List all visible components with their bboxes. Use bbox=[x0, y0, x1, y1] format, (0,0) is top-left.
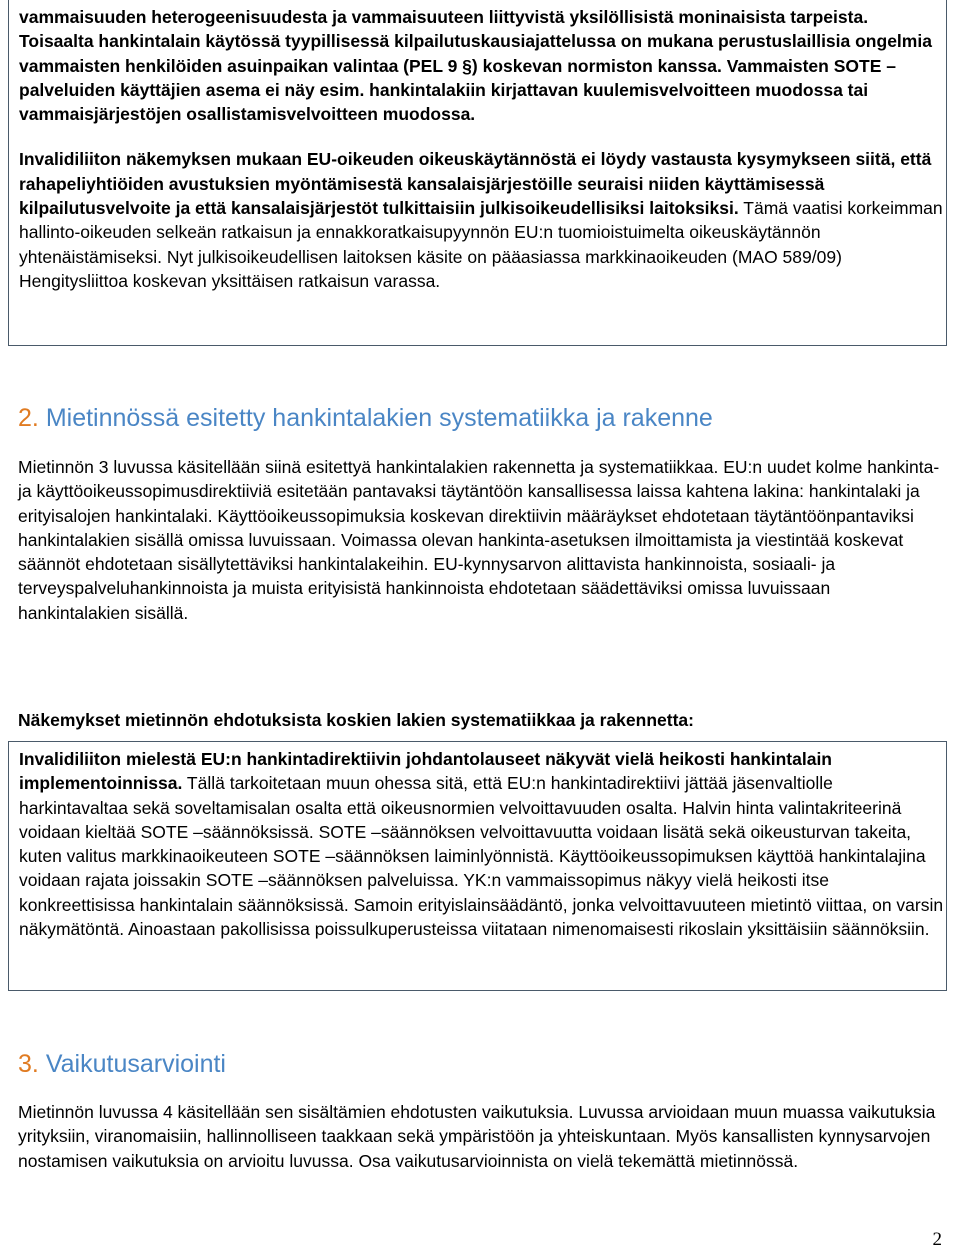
section-3-title: Vaikutusarviointi bbox=[45, 1050, 226, 1078]
page-number: 2 bbox=[932, 1229, 942, 1250]
section-3-body bbox=[18, 1100, 943, 1173]
section-2-number: 2. bbox=[18, 404, 39, 432]
section-3-heading bbox=[18, 1050, 226, 1079]
section-2-body bbox=[18, 455, 943, 625]
comment-box-1 bbox=[8, 0, 947, 346]
section-2-title: Mietinnössä esitetty hankintalakien systematiikka ja rakenne bbox=[45, 404, 713, 432]
views-heading-block bbox=[18, 708, 943, 732]
box2-paragraph bbox=[19, 747, 946, 941]
box2-paragraph-text: Tällä tarkoitetaan muun ohessa sitä, että EU:n hankintadirektiivi jättää jäsenvaltiolle harkintavaltaa sekä soveltamisalan osalta että oikeusnormien velvoittavuuden osalta. Halvin hinta valintakriteerinä voidaan kieltää SOTE –säännöksissä. SOTE –säännöksen velvoittavuutta voidaan lisätä sekä oikeusturvan takeita, kuten valitus markkinaoikeuteen SOTE –säännöksen laiminlyönnistä. Käyttöoikeussopimuksen käyttöä hankintalajina voidaan rajata joissakin SOTE –säännöksen palveluissa. YK:n vammaissopimus näkyy vielä heikosti itse konkreettisissa hankintalain säännöksissä. Samoin erityislainsäädäntö, jonka velvoittavuuteen mietintö viittaa, on varsin näkymätöntä. Ainoastaan pakollisissa poissulkuperusteissa viitataan nimenomaisesti rikoslain yksittäisiin säännöksiin. bbox=[19, 773, 944, 940]
section-3-number: 3. bbox=[18, 1050, 39, 1078]
box1-paragraph-2-bold: Invalidiliiton näkemyksen mukaan EU-oikeuden oikeuskäytännöstä ei löydy vastausta kysymykseen siitä, että rahapeliyhtiöiden avustuksien myöntämisestä kansalaisjärjestöille seuraisi niiden käyttämisessä kilpailutusvelvoite ja että kansalaisjärjestöt tulkittaisiin julkisoikeudellisiksi laitoksiksi. bbox=[19, 149, 932, 219]
section-2-paragraph: Mietinnön 3 luvussa käsitellään siinä esitettyä hankintalakien rakennetta ja systematiikkaa. EU:n uudet kolme hankinta- ja käyttöoikeussopimusdirektiiviä esitetään pantavaksi täytäntöön kansallisessa laissa kahtena lakina: hankintalaki ja erityisalojen hankintalaki. Käyttöoikeussopimuksia koskevan direktiivin määräykset ehdotetaan täytäntöönpantaviksi hankintalakien sisällä omissa luvuissaan. Voimassa olevan hankinta-asetuksen ilmoittamista ja viestintää koskevat säännöt ehdotetaan sisällytettäviksi hankintalakeihin. EU-kynnysarvon alittavista hankinnoista, sosiaali- ja terveyspalveluhankinnoista ja muista erityisistä hankinnoista ehdotetaan säädettäviksi omissa luvuissaan hankintalakien sisällä. bbox=[18, 457, 940, 623]
comment-box-2 bbox=[8, 741, 947, 991]
box1-paragraph-2 bbox=[19, 147, 946, 293]
section-3-paragraph: Mietinnön luvussa 4 käsitellään sen sisältämien ehdotusten vaikutuksia. Luvussa arvioidaan muun muassa vaikutuksia yrityksiin, viranomaisiin, hallinnolliseen taakkaan sekä ympäristöön ja yhteiskuntaan. Myös kansallisten kynnysarvojen nostamisen vaikutuksia on arvioitu luvussa. Osa vaikutusarvioinnista on vielä tekemättä mietinnössä. bbox=[18, 1102, 936, 1171]
box1-paragraph-1: vammaisuuden heterogeenisuudesta ja vammaisuuteen liittyvistä yksilöllisistä moninaisista tarpeista. Toisaalta hankintalain käytössä tyypillisessä kilpailutuskausiajattelussa on mukana perustuslaillisia ongelmia vammaisten henkilöiden asuinpaikan valintaa (PEL 9 §) koskevan normiston kanssa. Vammaisten SOTE –palveluiden käyttäjien asema ei näy esim. hankintalakiin kirjattavan kuulemisvelvoitteen muodossa tai vammaisjärjestöjen osallistamisvelvoitteen muodossa. bbox=[19, 7, 932, 125]
section-2-heading bbox=[18, 404, 713, 433]
box1-paragraph-2-text: Tämä vaatisi korkeimman hallinto-oikeuden selkeän ratkaisun ja ennakkoratkaisupyynnön EU:n tuomioistuimelta oikeuskäytännön yhtenäistämiseksi. Nyt julkisoikeudellisen laitoksen käsite on pääasiassa markkinaoikeuden (MAO 589/09) Hengitysliittoa koskevan yksittäisen ratkaisun varassa. bbox=[19, 198, 943, 291]
box2-paragraph-bold: Invalidiliiton mielestä EU:n hankintadirektiivin johdantolauseet näkyvät vielä heikosti hankintalain implementoinnissa. bbox=[19, 749, 832, 794]
views-heading: Näkemykset mietinnön ehdotuksista koskien lakien systematiikkaa ja rakennetta: bbox=[18, 710, 694, 730]
